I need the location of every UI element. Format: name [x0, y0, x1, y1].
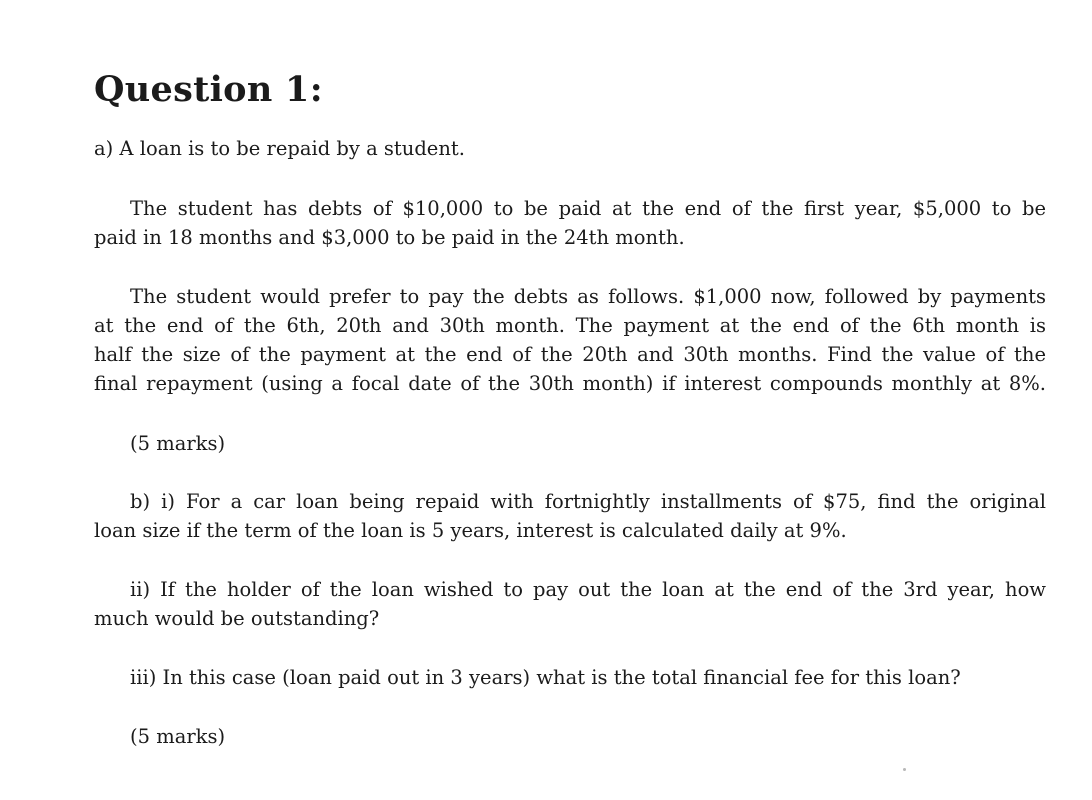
part-a-debts-line-1: The student has debts of $10,000 to be paid at the end of the first year, $5,000 to be [130, 197, 1046, 220]
question-title: Question 1: [94, 69, 323, 110]
part-b-i-line-2: loan size if the term of the loan is 5 years, interest is calculated daily at 9%. [94, 519, 847, 542]
part-a-plan-line-1: The student would prefer to pay the debts as follows. $1,000 now, followed by payments [130, 285, 1046, 308]
part-a-debts-line-2: paid in 18 months and $3,000 to be paid in the 24th month. [94, 226, 685, 249]
part-a-marks: (5 marks) [130, 432, 226, 455]
part-b-ii-line-1: ii) If the holder of the loan wished to pay out the loan at the end of the 3rd year, how [130, 578, 1046, 601]
part-a-plan-line-4: final repayment (using a focal date of the 30th month) if interest compounds monthly at 8%. [94, 372, 1046, 395]
part-b-marks: (5 marks) [130, 725, 226, 748]
part-b-ii-line-2: much would be outstanding? [94, 607, 380, 630]
part-a-plan-line-2: at the end of the 6th, 20th and 30th month. The payment at the end of the 6th month is [94, 314, 1046, 337]
part-b-i-line-1: b) i) For a car loan being repaid with fortnightly installments of $75, find the original [130, 490, 1046, 513]
part-a-intro: a) A loan is to be repaid by a student. [94, 137, 465, 160]
part-a-plan-line-3: half the size of the payment at the end of the 20th and 30th months. Find the value of the [94, 343, 1046, 366]
stray-dot [903, 768, 906, 771]
part-b-iii-line-1: iii) In this case (loan paid out in 3 years) what is the total financial fee for this loan? [130, 666, 961, 689]
